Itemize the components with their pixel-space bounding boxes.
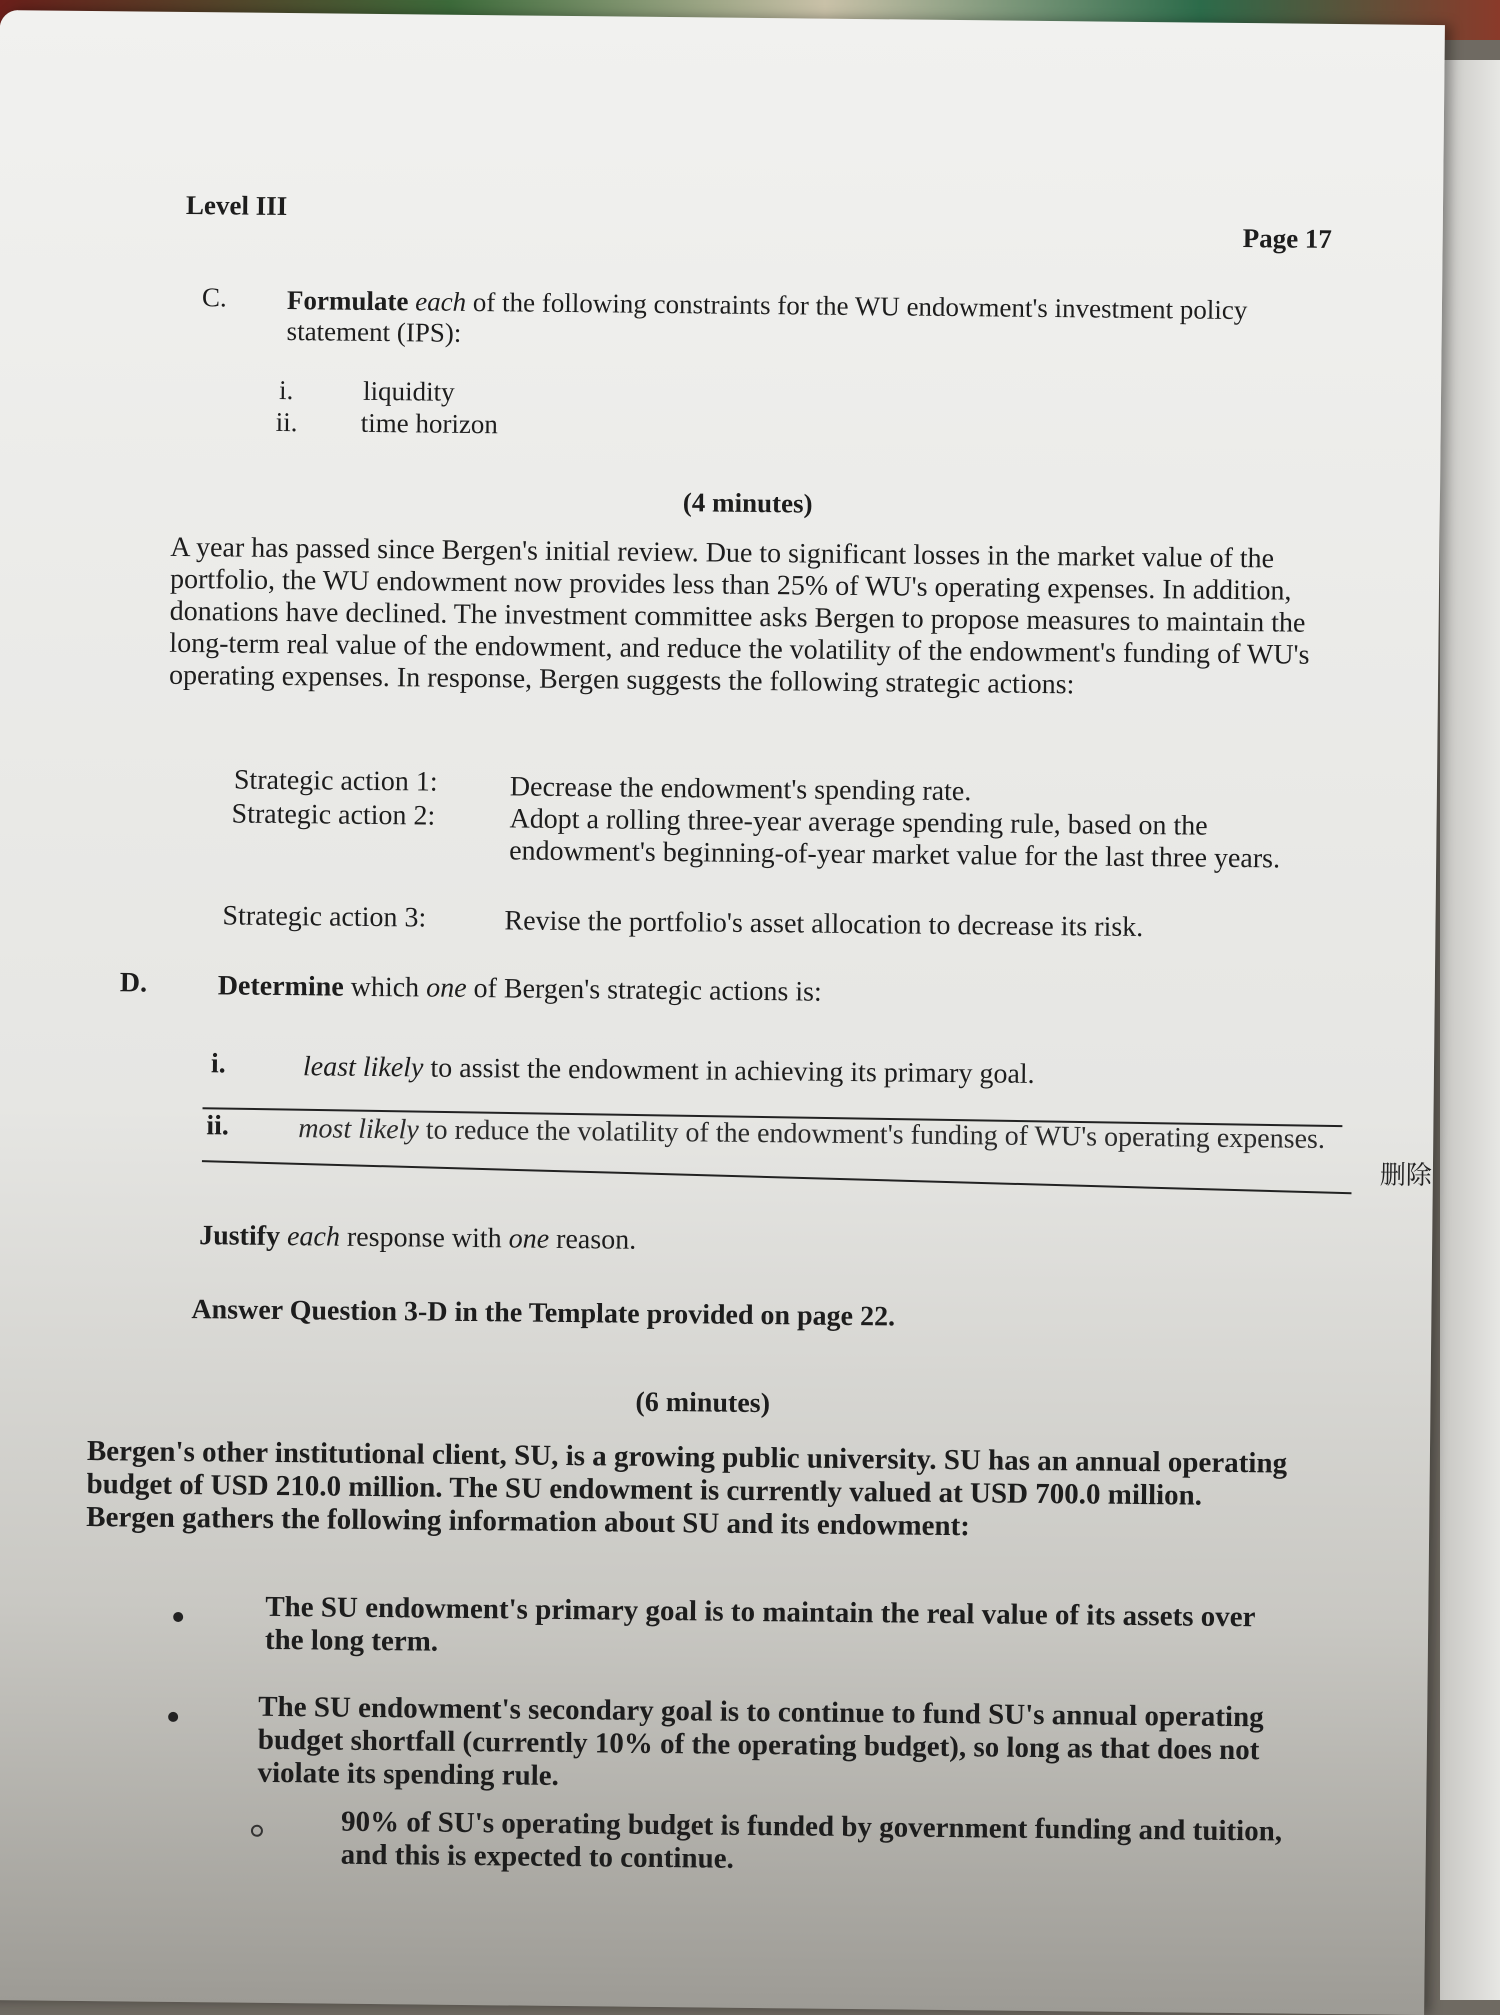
part-d-letter: D.: [119, 967, 148, 999]
minutes-label: (6 minutes): [635, 1386, 771, 1420]
answer-instruction: Answer Question 3-D in the Template provided on page 22.: [191, 1294, 896, 1333]
strikethrough-line: [202, 1160, 1352, 1194]
level-header: Level III: [185, 189, 288, 222]
sub-bullet-item: 90% of SU's operating budget is funded by government funding and tuition, and this is expected to continue.: [340, 1805, 1283, 1875]
strategic-action-label: Strategic action 2:: [231, 798, 436, 832]
bullet-marker: [173, 1612, 183, 1622]
document-page: [0, 10, 1445, 2015]
part-d-question: Determine which one of Bergen's strategic actions is:: [217, 970, 822, 1008]
page-number: Page 17: [1242, 223, 1333, 254]
part-d-item-number: i.: [210, 1048, 226, 1080]
sub-bullet-marker: [251, 1825, 263, 1837]
su-paragraph: Bergen's other institutional client, SU, is a growing public university. SU has an annual operating budget of USD 210.0 million. The SU endowment is currently valued at USD 700.0 million. Bergen gathers the following information about SU and its endowment:: [86, 1434, 1288, 1543]
bullet-item: The SU endowment's primary goal is to maintain the real value of its assets over the long term.: [264, 1590, 1256, 1658]
part-c-item-text: liquidity: [362, 375, 455, 407]
part-c-item-number: i.: [278, 374, 294, 406]
part-c-item-text: time horizon: [360, 407, 499, 440]
strategic-action-text: Revise the portfolio's asset allocation to decrease its risk.: [504, 905, 1144, 944]
scenario-paragraph: A year has passed since Bergen's initial review. Due to significant losses in the market value of the portfolio, the WU endowment now provides less than 25% of WU's operating expenses. In addition, donations have declined. The investment committee asks Bergen to propose measures to maintain the long-term real value of the endowment, and reduce the volatility of the endowment's funding of WU's operating expenses. In response, Bergen suggests the following strategic actions:: [168, 531, 1310, 701]
minutes-label: (4 minutes): [682, 487, 813, 519]
part-d-item-i: least likely to assist the endowment in achieving its primary goal.: [302, 1051, 1035, 1090]
part-c-question: Formulate each of the following constraints for the WU endowment's investment policy statement (IPS):: [286, 285, 1248, 348]
part-d-item-ii-struck: most likely to reduce the volatility of the endowment's funding of WU's operating expenses.: [298, 1113, 1326, 1155]
strategic-action-label: Strategic action 1:: [233, 764, 438, 798]
part-c-letter: C.: [201, 282, 227, 313]
handwritten-note: 删除: [1379, 1160, 1433, 1192]
justify-instruction: Justify each response with one reason.: [199, 1220, 637, 1256]
part-d-item-number: ii.: [206, 1110, 230, 1142]
bullet-marker: [168, 1712, 178, 1722]
bullet-item: The SU endowment's secondary goal is to continue to fund SU's annual operating budget shortfall (currently 10% of the operating budget), so long as that does not violate its spending rule.: [257, 1690, 1264, 1792]
part-c-item-number: ii.: [275, 406, 298, 438]
strategic-action-label: Strategic action 3:: [222, 900, 427, 934]
strategic-action-text: Decrease the endowment's spending rate.: [509, 771, 972, 808]
strategic-action-text: Adopt a rolling three-year average spending rule, based on the endowment's beginning-of-year market value for the last three years.: [509, 803, 1281, 875]
adjacent-page-edge: [1440, 60, 1500, 2000]
